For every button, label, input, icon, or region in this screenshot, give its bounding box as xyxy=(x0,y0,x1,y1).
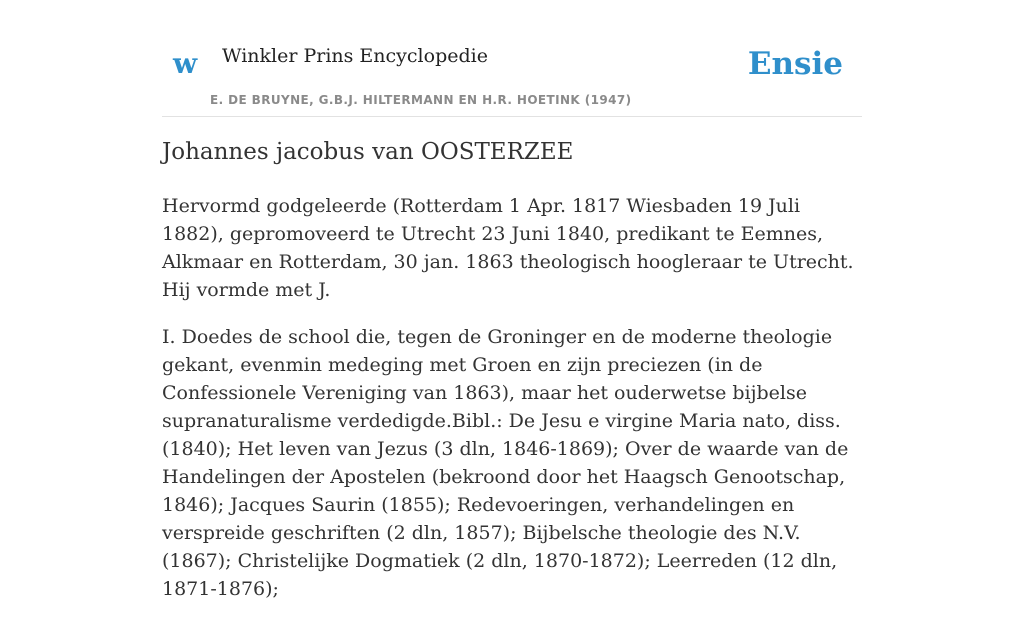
source-header xyxy=(162,0,862,117)
article-paragraph: Hervormd godgeleerde (Rotterdam 1 Apr. 1817 Wiesbaden 19 Juli 1882), gepromoveerd te Utrecht 23 Juni 1840, predikant te Eemnes, Alkmaar en Rotterdam, 30 jan. 1863 theologisch hoogleraar te Utrecht. Hij vormde met J. xyxy=(162,195,854,301)
article-body xyxy=(162,192,862,622)
article-paragraph: I. Doedes de school die, tegen de Groninger en de moderne theologie gekant, evenmin medeging met Groen en zijn preciezen (in de Confessionele Vereniging van 1863), maar het ouderwetse bijbelse supranaturalisme verdedigde.Bibl.: De Jesu e virgine Maria nato, diss. (1840); Het leven van Jezus (3 dln, 1846-1869); Over de waarde van de Handelingen der Apostelen (bekroond door het Haagsch Genootschap, 1846); Jacques Saurin (1855); Redevoeringen, verhandelingen en verspreide geschriften (2 dln, 1857); Bijbelsche theologie des N.V. (1867); Christelijke Dogmatiek (2 dln, 1870-1872); Leerreden (12 dln, 1871-1876); xyxy=(162,326,849,600)
source-authors: E. DE BRUYNE, G.B.J. HILTERMANN EN H.R. HOETINK (1947) xyxy=(210,93,632,107)
article-title: Johannes jacobus van OOSTERZEE xyxy=(162,139,574,165)
source-logo-icon[interactable]: w xyxy=(173,47,198,80)
ensie-brand-logo[interactable]: Ensie xyxy=(747,46,843,82)
source-title-link[interactable]: Winkler Prins Encyclopedie xyxy=(222,45,488,67)
